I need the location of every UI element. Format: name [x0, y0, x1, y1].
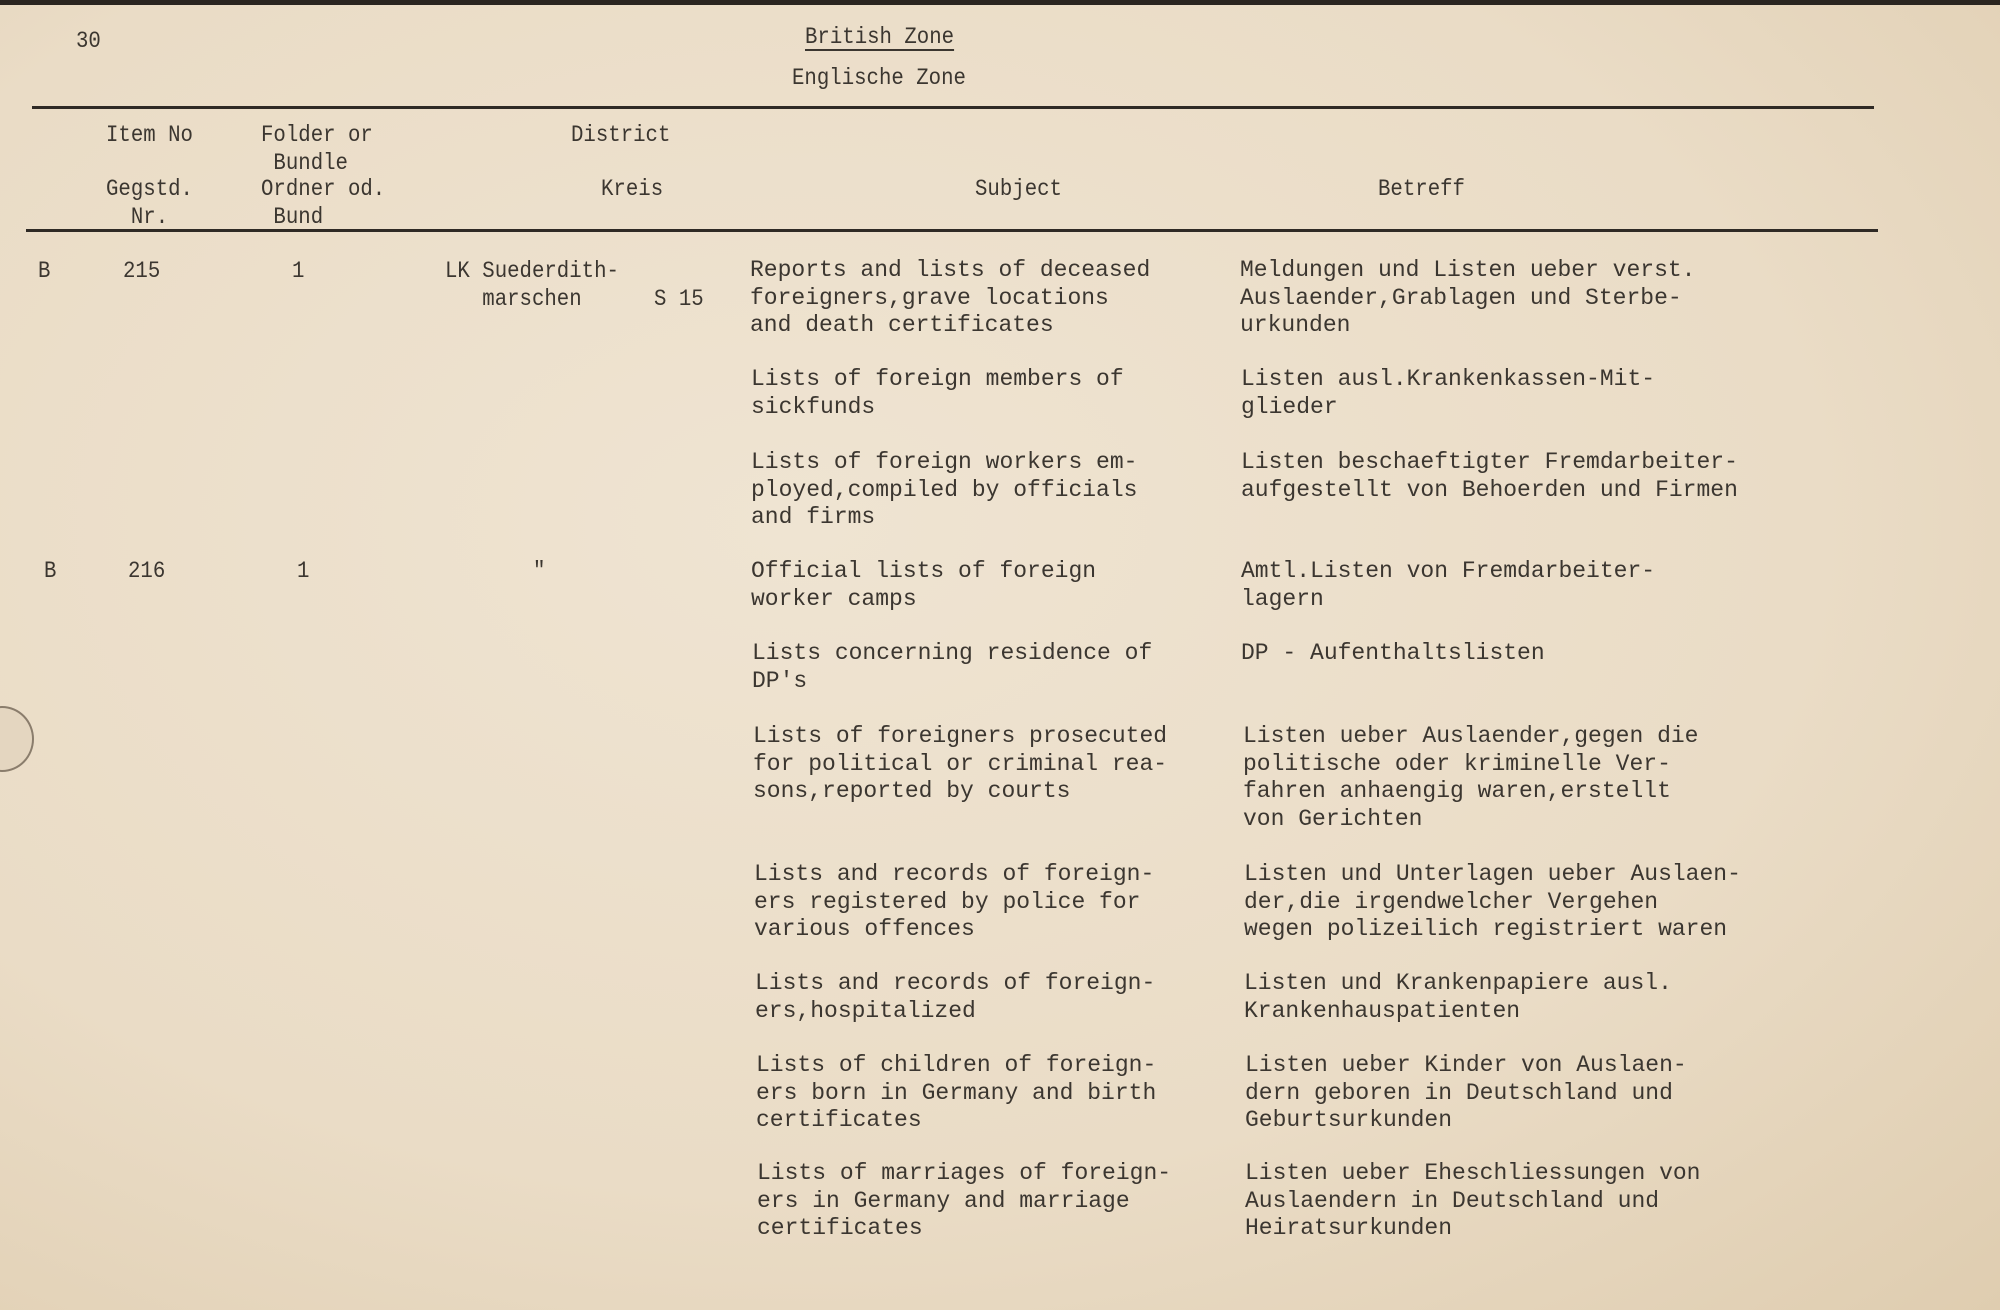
header-subject: Subject	[975, 176, 1062, 202]
header-district: District	[571, 122, 671, 148]
entry-betreff: DP - Aufenthaltslisten	[1241, 640, 1545, 666]
entry-subject: Lists and records of foreign- ers,hospitalized	[755, 970, 1156, 1024]
entry-subject: Lists of foreigners prosecuted for political or criminal rea- sons,reported by courts	[753, 723, 1168, 804]
entry-subject: Lists of foreign workers em- ployed,compiled by officials and firms	[751, 449, 1138, 530]
header-item-no: Item No	[106, 122, 193, 148]
entry-subject: Lists of foreign members of sickfunds	[751, 366, 1124, 420]
entry-subject: Lists and records of foreign- ers registered by police for various offences	[754, 861, 1155, 942]
row-item-no: 215	[123, 258, 161, 284]
entry-subject: Lists of marriages of foreign- ers in Germany and marriage certificates	[757, 1160, 1172, 1241]
page-title: British Zone	[805, 24, 955, 50]
entry-subject: Lists of children of foreign- ers born in Germany and birth certificates	[756, 1052, 1157, 1133]
page-number: 30	[76, 28, 101, 54]
row-folder: 1	[292, 258, 305, 284]
row-prefix: B	[38, 258, 51, 284]
header-rule-bottom	[26, 229, 1878, 232]
header-ordner: Ordner od. Bund	[261, 176, 386, 230]
header-kreis: Kreis	[601, 176, 664, 202]
row-prefix: B	[44, 558, 57, 584]
entry-betreff: Amtl.Listen von Fremdarbeiter- lagern	[1241, 558, 1656, 612]
page-edge	[0, 0, 2000, 5]
row-folder: 1	[297, 558, 310, 584]
entry-betreff: Listen und Unterlagen ueber Auslaen- der,die irgendwelcher Vergehen wegen polizeilich registriert waren	[1244, 861, 1741, 942]
header-gegstd: Gegstd. Nr.	[106, 176, 193, 230]
header-betreff: Betreff	[1378, 176, 1465, 202]
entry-subject: Reports and lists of deceased foreigners,grave locations and death certificates	[750, 257, 1151, 338]
entry-betreff: Listen ueber Kinder von Auslaen- dern geboren in Deutschland und Geburtsurkunden	[1245, 1052, 1687, 1133]
entry-betreff: Listen ueber Auslaender,gegen die politische oder kriminelle Ver- fahren anhaengig waren,erstellt von Gerichten	[1243, 723, 1699, 832]
entry-subject: Lists concerning residence of DP's	[752, 640, 1153, 694]
row-kreis: S 15	[654, 286, 704, 312]
page-subtitle: Englische Zone	[792, 65, 966, 91]
entry-betreff: Listen ausl.Krankenkassen-Mit- glieder	[1241, 366, 1656, 420]
row-district-ditto: "	[533, 558, 546, 584]
entry-betreff: Listen ueber Eheschliessungen von Auslaendern in Deutschland und Heiratsurkunden	[1245, 1160, 1701, 1241]
header-rule-top	[32, 106, 1874, 109]
row-district: LK Suederdith- marschen	[445, 258, 619, 312]
entry-betreff: Meldungen und Listen ueber verst. Auslaender,Grablagen und Sterbe- urkunden	[1240, 257, 1696, 338]
punch-hole	[0, 706, 34, 772]
entry-subject: Official lists of foreign worker camps	[751, 558, 1097, 612]
entry-betreff: Listen und Krankenpapiere ausl. Krankenhauspatienten	[1244, 970, 1672, 1024]
header-folder: Folder or Bundle	[261, 122, 373, 176]
entry-betreff: Listen beschaeftigter Fremdarbeiter- aufgestellt von Behoerden und Firmen	[1241, 449, 1738, 503]
row-item-no: 216	[128, 558, 166, 584]
